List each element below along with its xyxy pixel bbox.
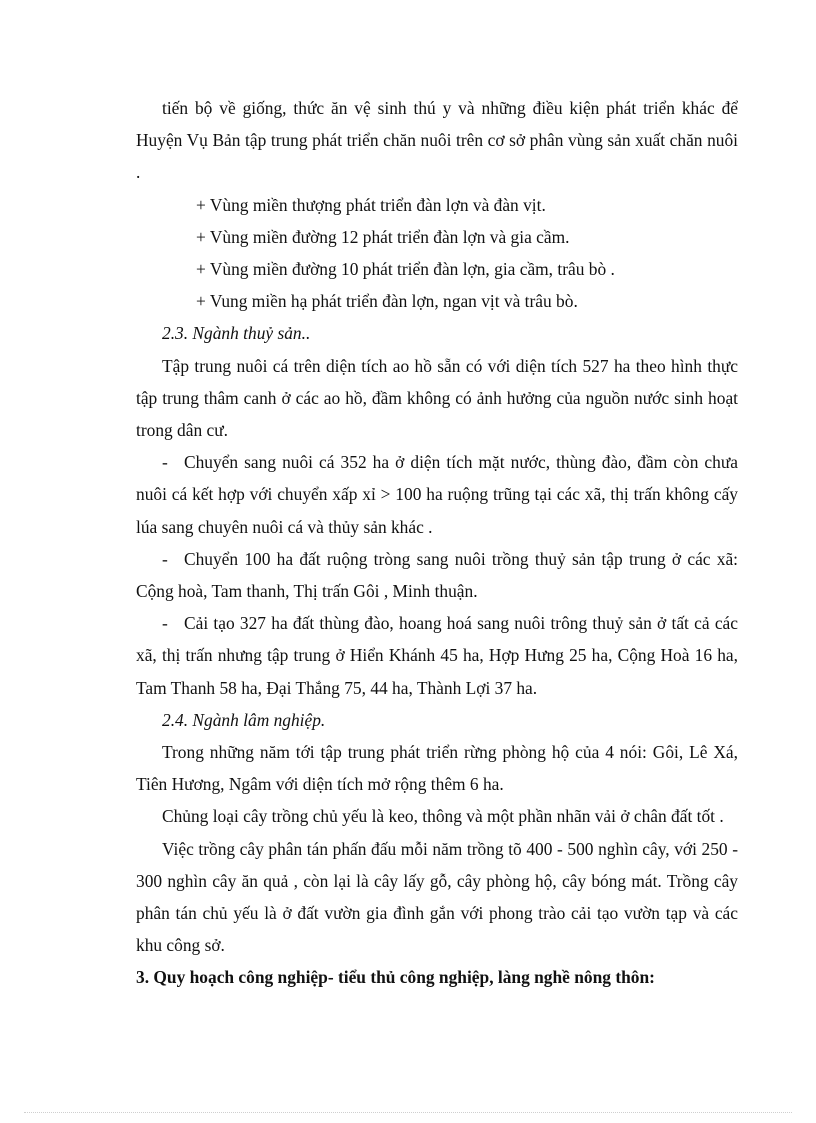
dash-item-text: Chuyển sang nuôi cá 352 ha ở diện tích mặt nước, thùng đào, đầm còn chưa nuôi cá kết hợp với chuyển xấp xỉ > 100 ha ruộng trũng tại các xã, thị trấn không cấy lúa sang chuyên nuôi cá và thủy sản khác .: [136, 452, 738, 537]
dash-item-3: [136, 607, 738, 704]
bullet-item: + Vùng miền đường 10 phát triển đàn lợn, gia cầm, trâu bò .: [196, 259, 615, 280]
bullet-item: + Vùng miền đường 12 phát triển đàn lợn và gia cầm.: [196, 226, 570, 247]
dash-item-1: [136, 446, 738, 543]
dash-mark: -: [162, 613, 168, 634]
dash-mark: -: [162, 548, 168, 569]
subsection-title-fisheries: 2.3. Ngành thuỷ sản..: [162, 323, 311, 344]
paragraph-fisheries: Tập trung nuôi cá trên diện tích ao hồ sẵn có với diện tích 527 ha theo hình thực tập trung thâm canh ở các ao hồ, đầm không có ảnh hưởng của nguồn nước sinh hoạt trong dân cư.: [136, 355, 738, 441]
bullet-item: + Vùng miền thượng phát triển đàn lợn và đàn vịt.: [196, 194, 546, 215]
document-body: [136, 92, 738, 994]
dash-item-text: Chuyển 100 ha đất ruộng tròng sang nuôi trồng thuỷ sản tập trung ở các xã: Cộng hoà, Tam thanh, Thị trấn Gôi , Minh thuận.: [136, 548, 738, 602]
paragraph-forestry-2: Chủng loại cây trồng chủ yếu là keo, thông và một phần nhãn vải ở chân đất tốt .: [162, 806, 724, 827]
paragraph-livestock: tiến bộ về giống, thức ăn vệ sinh thú y và những điều kiện phát triển khác để Huyện Vụ Bản tập trung phát triển chăn nuôi trên cơ sở phân vùng sản xuất chăn nuôi .: [136, 98, 738, 183]
page-bottom-rule: [24, 1112, 792, 1113]
bullet-item: + Vung miền hạ phát triển đàn lợn, ngan vịt và trâu bò.: [196, 291, 578, 312]
dash-item-text: Cải tạo 327 ha đất thùng đào, hoang hoá sang nuôi trông thuỷ sản ở tất cả các xã, thị trấn nhưng tập trung ở Hiển Khánh 45 ha, Hợp Hưng 25 ha, Cộng Hoà 16 ha, Tam Thanh 58 ha, Đại Thắng 75, 44 ha, Thành Lợi 37 ha.: [136, 613, 738, 698]
dash-mark: -: [162, 452, 168, 473]
dash-item-2: [136, 543, 738, 607]
paragraph-forestry-1: Trong những năm tới tập trung phát triển rừng phòng hộ của 4 nói: Gôi, Lê Xá, Tiên Hương, Ngâm với diện tích mở rộng thêm 6 ha.: [136, 742, 738, 795]
subsection-title-forestry: 2.4. Ngành lâm nghiệp.: [162, 709, 326, 730]
paragraph-forestry-3: Việc trồng cây phân tán phấn đấu mỗi năm trồng tõ 400 - 500 nghìn cây, với 250 - 300 nghìn cây ăn quả , còn lại là cây lấy gỗ, cây phòng hộ, cây bóng mát. Trồng cây phân tán chủ yếu là ở đất vườn gia đình gắn với phong trào cải tạo vườn tạp và các khu công sở.: [136, 838, 738, 956]
section-heading: 3. Quy hoạch công nghiệp- tiểu thủ công nghiệp, làng nghề nông thôn:: [136, 967, 655, 988]
